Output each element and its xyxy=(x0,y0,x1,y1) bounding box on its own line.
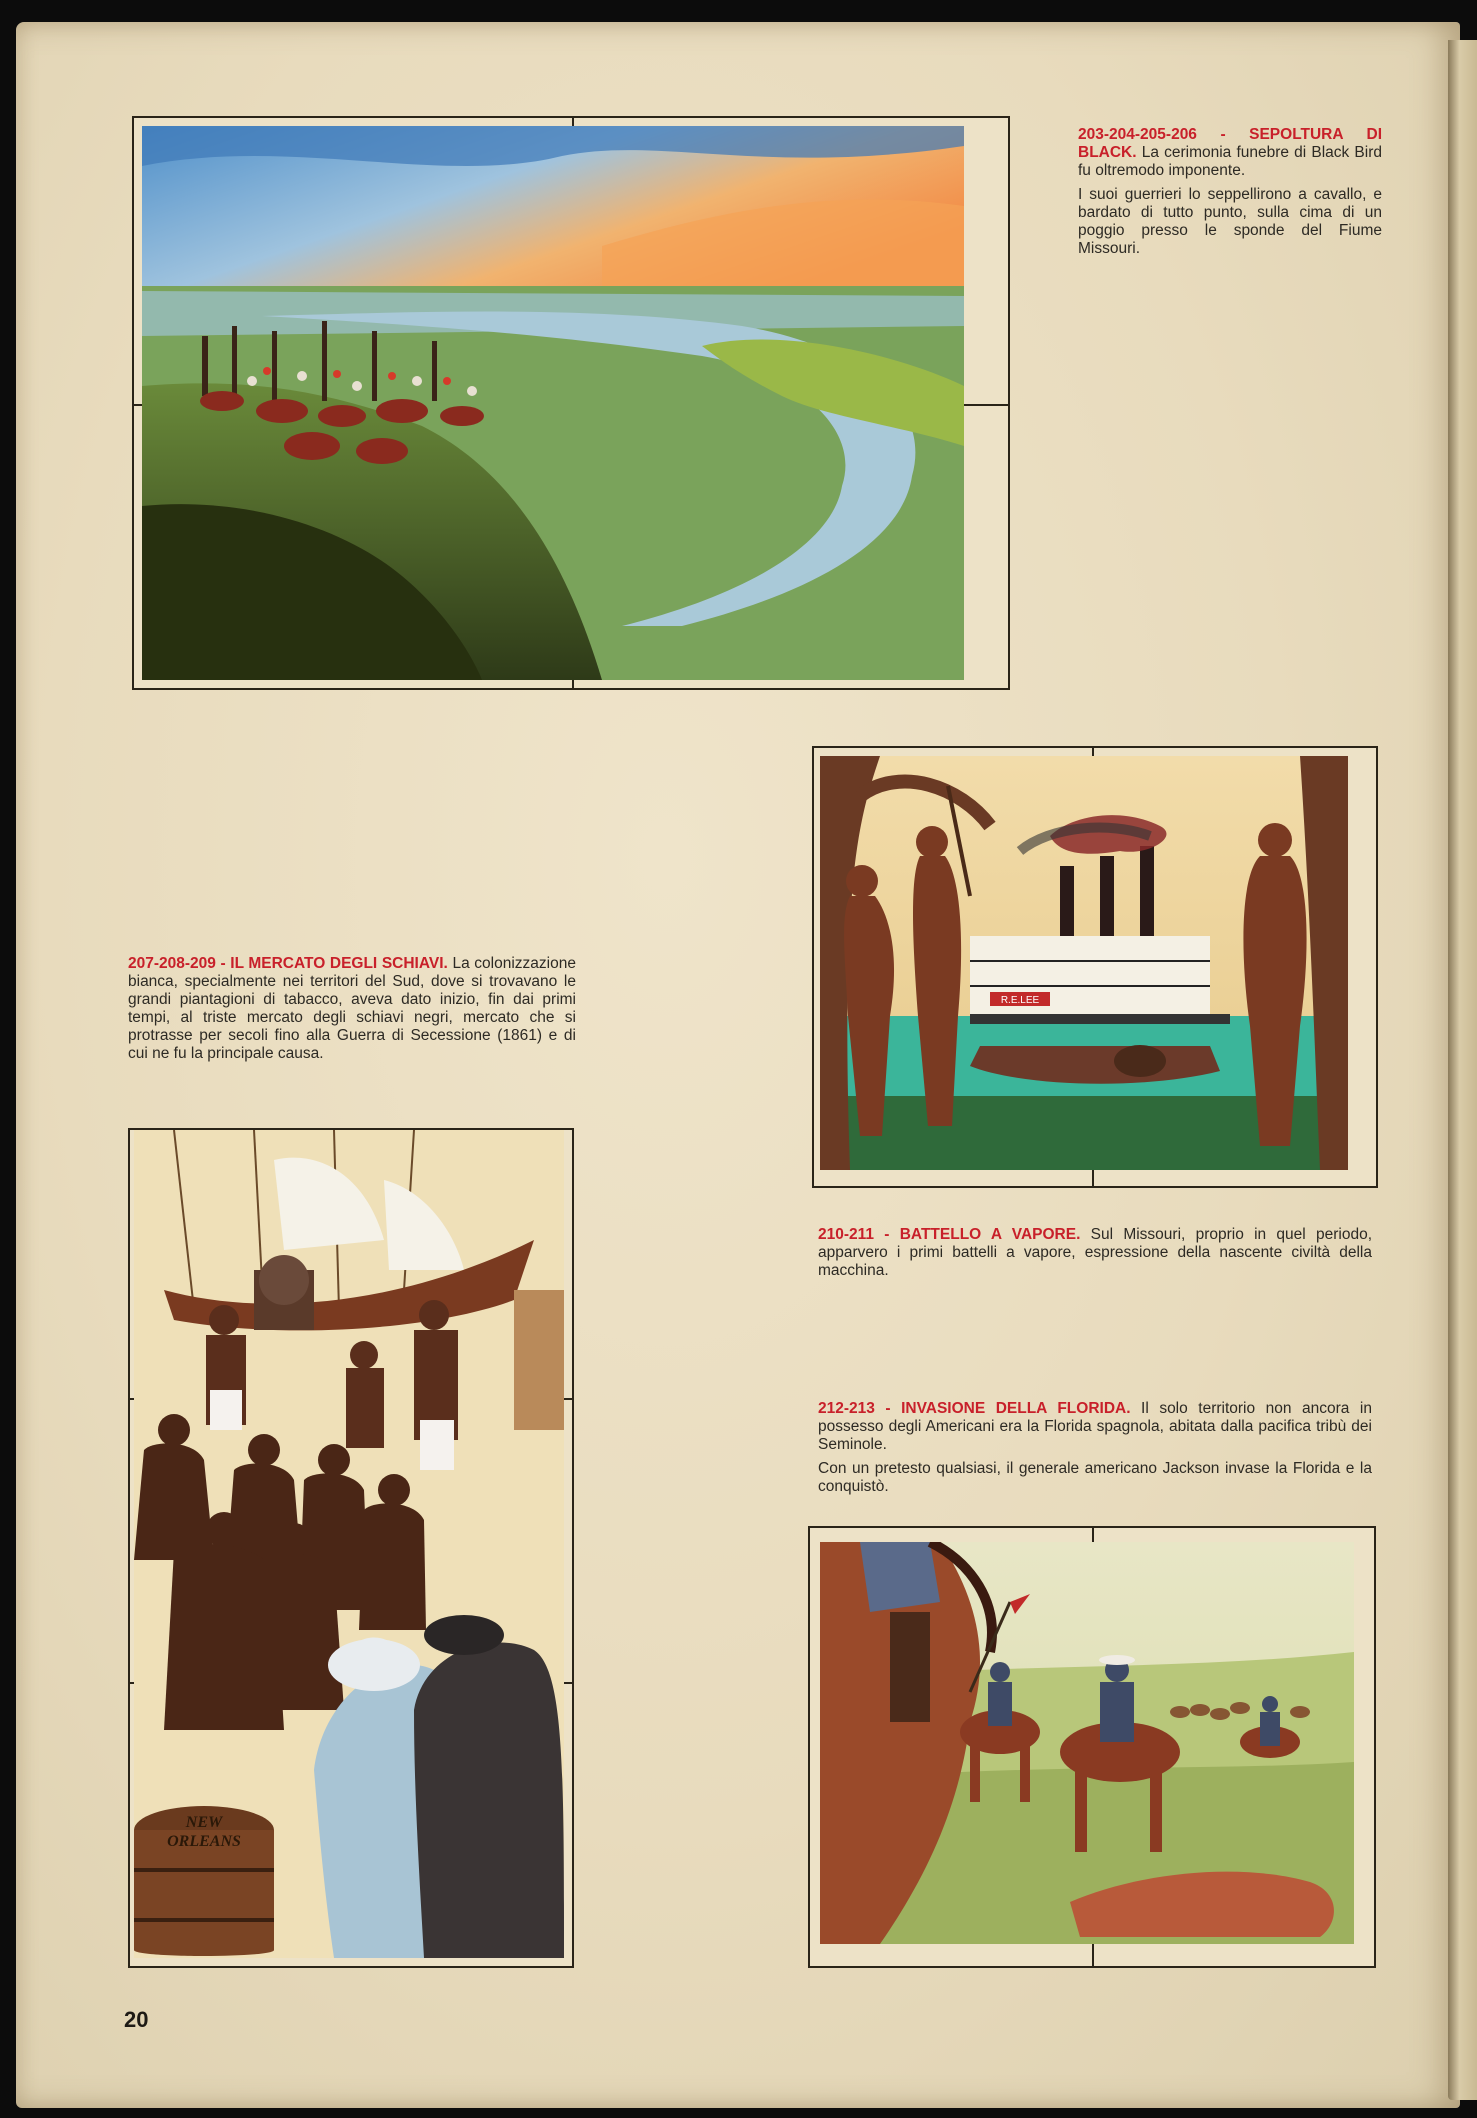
caption-burial-heading: 203-204-205-206 - SEPOLTURA DI BLACK. xyxy=(1078,126,1382,161)
caption-burial xyxy=(1078,126,1382,264)
page-number: 20 xyxy=(124,2007,149,2032)
caption-burial-text: La cerimonia funebre di Black Bird fu oltremodo imponente. xyxy=(1078,144,1382,179)
barrel-text-orleans: ORLEANS xyxy=(167,1833,241,1850)
illustration-steamboat xyxy=(820,756,1348,1170)
caption-florida-text: Il solo territorio non ancora in possesso degli Americani era la Florida spagnola, abitata dalla pacifica tribù dei Seminole. xyxy=(818,1400,1372,1453)
caption-steamboat xyxy=(818,1226,1372,1286)
caption-steamboat-heading: 210-211 - BATTELLO A VAPORE. xyxy=(818,1226,1081,1243)
caption-slaves xyxy=(128,955,576,1069)
next-page-edge xyxy=(1448,40,1477,2100)
caption-florida xyxy=(818,1400,1372,1502)
illustration-burial-missouri xyxy=(142,126,964,680)
steamboat-name: R.E.LEE xyxy=(1000,995,1040,1006)
caption-steamboat-text: Sul Missouri, proprio in quel periodo, apparvero i primi battelli a vapore, espressione della nascente civiltà della macchina. xyxy=(818,1226,1372,1279)
caption-slaves-heading: 207-208-209 - IL MERCATO DEGLI SCHIAVI. xyxy=(128,955,448,972)
caption-slaves-text: La colonizzazione bianca, specialmente nei territori del Sud, dove si trovavano le grandi piantagioni di tabacco, aveva dato inizio, fin dai primi tempi, al triste mercato degli schiavi negri, mercato che si protrasse per secoli fino alla Guerra di Secessione (1861) e di cui ne fu la principale causa. xyxy=(128,955,576,1062)
caption-burial-text2: I suoi guerrieri lo seppellirono a cavallo, e bardato di tutto punto, sulla cima di un poggio presso le sponde del Fiume Missouri. xyxy=(1078,186,1382,257)
illustration-slave-market xyxy=(134,1130,564,1958)
barrel-text-new: NEW xyxy=(185,1814,223,1831)
caption-florida-text2: Con un pretesto qualsiasi, il generale americano Jackson invase la Florida e la conquistò. xyxy=(818,1460,1372,1495)
illustration-florida-invasion xyxy=(820,1542,1354,1944)
caption-florida-heading: 212-213 - INVASIONE DELLA FLORIDA. xyxy=(818,1400,1131,1417)
